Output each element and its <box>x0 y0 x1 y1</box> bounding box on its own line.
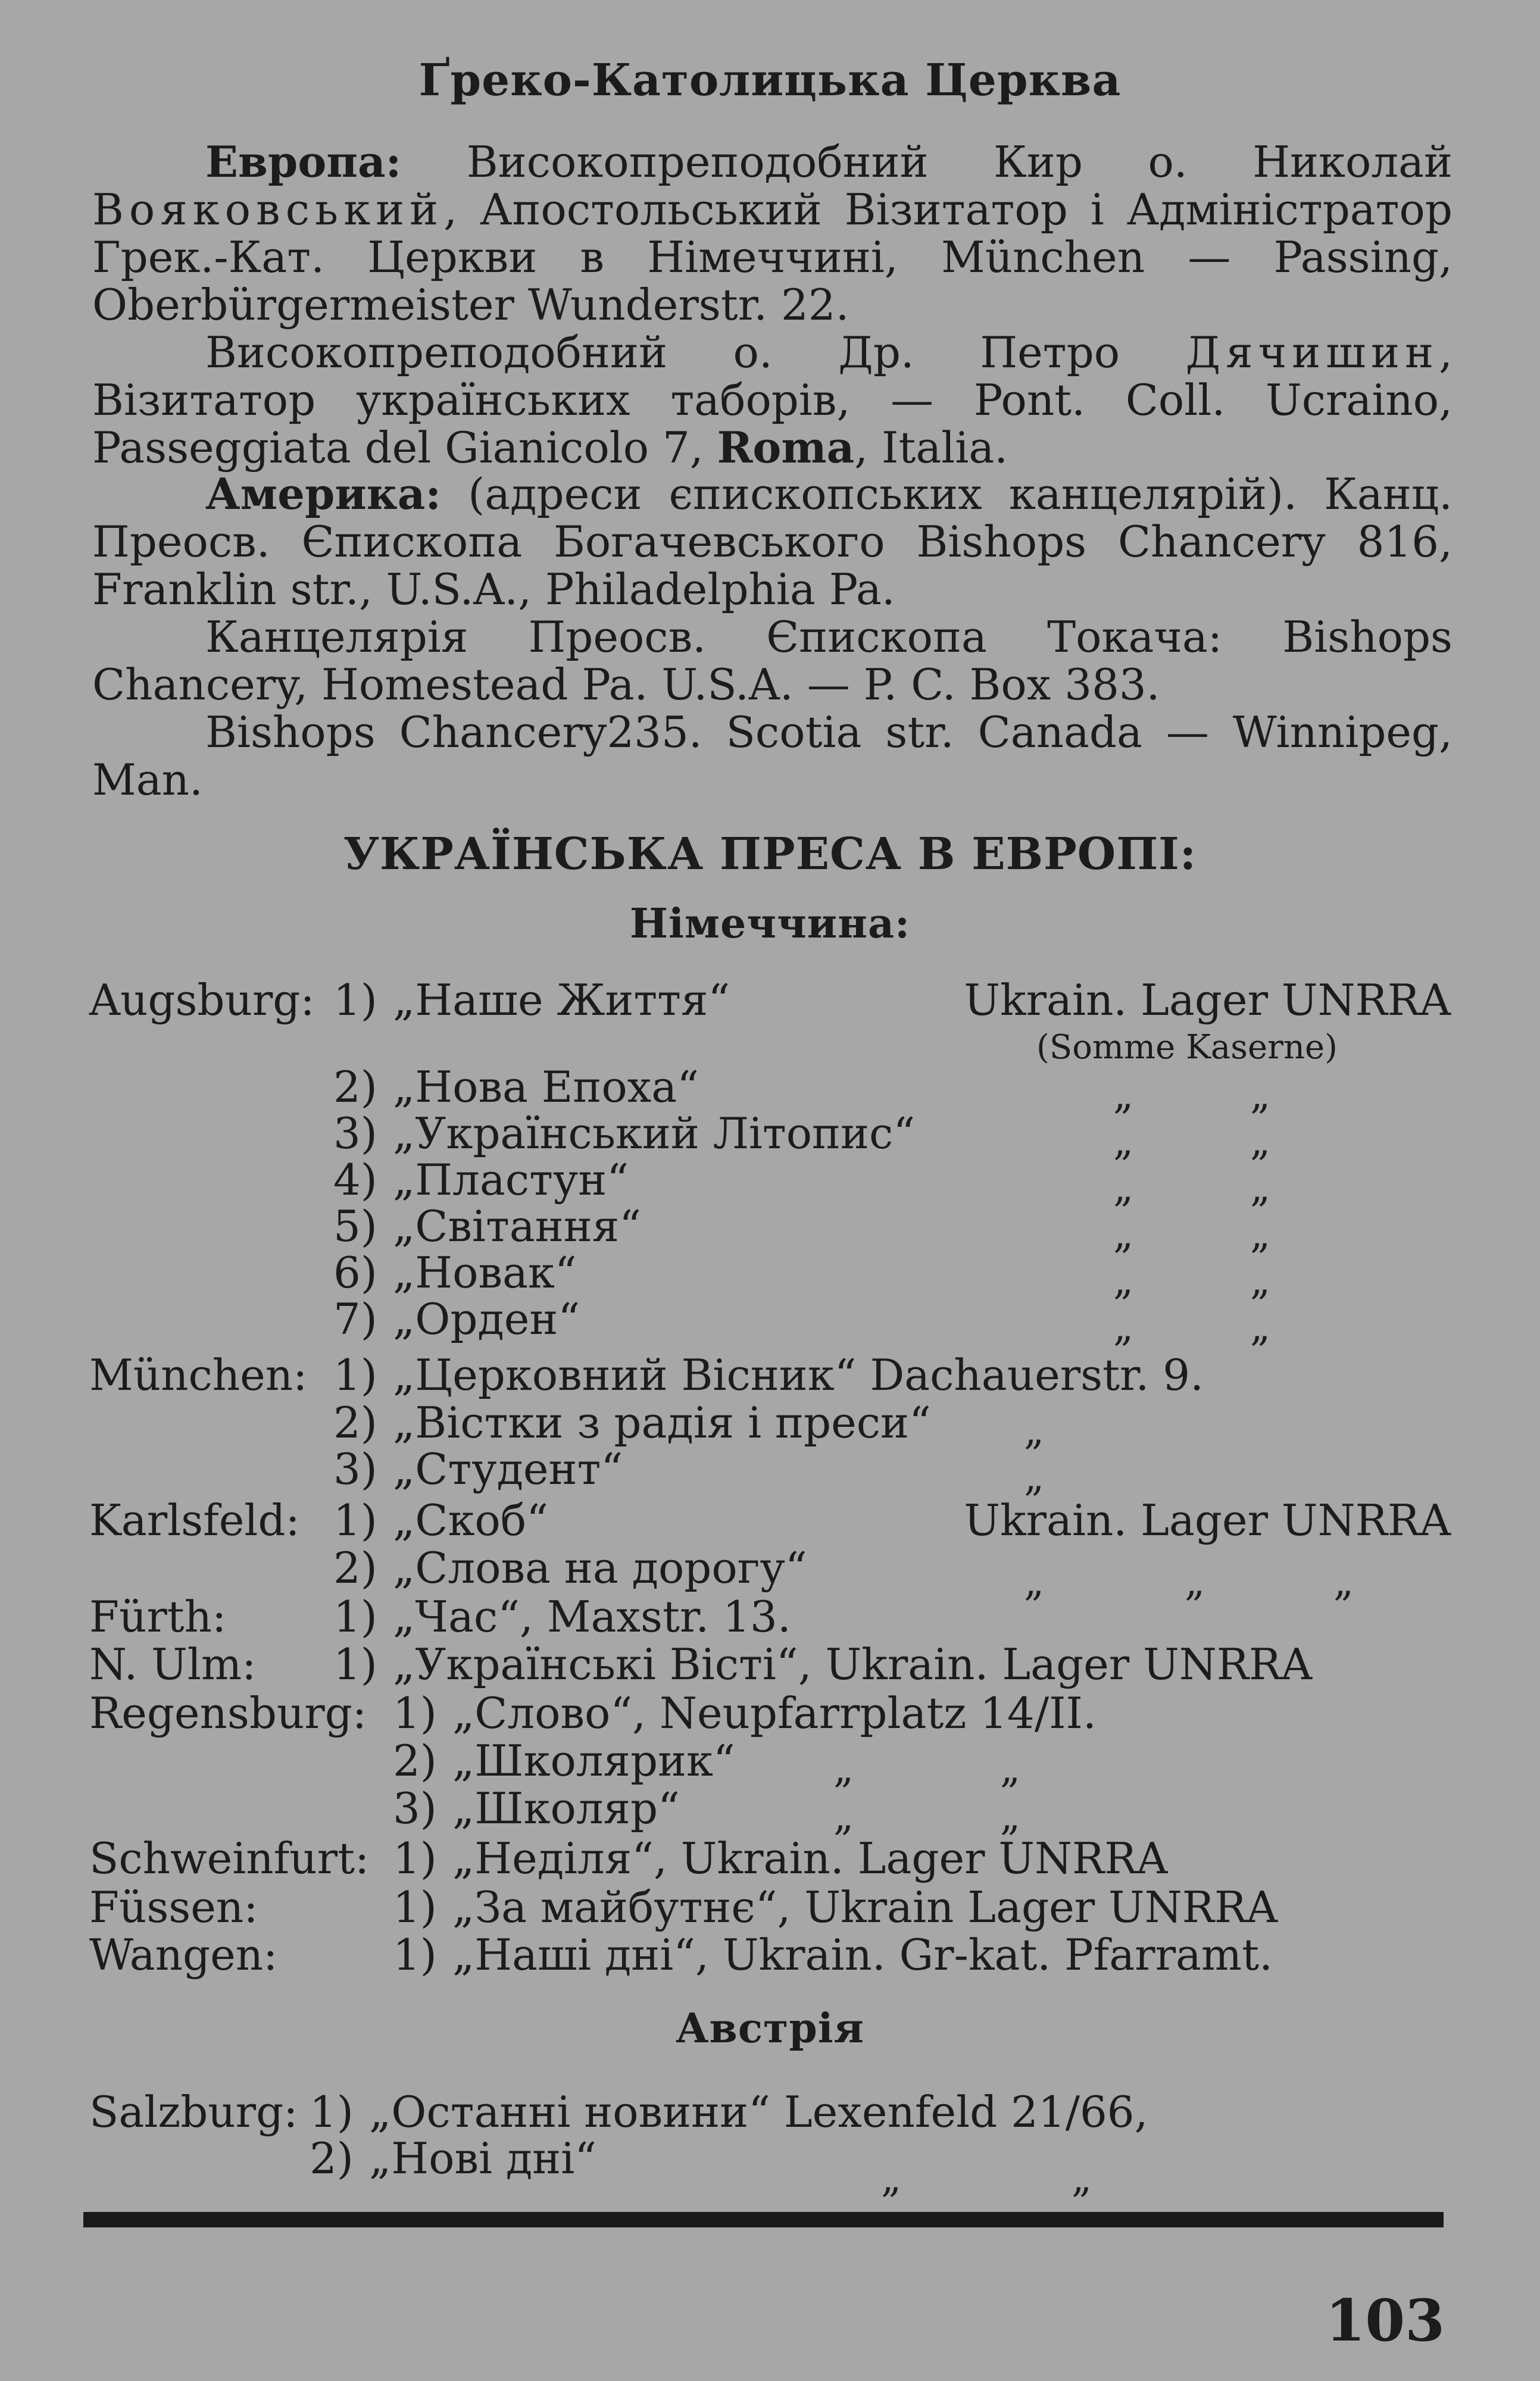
ditto-mark: „ <box>1333 1559 1354 1605</box>
augsburg-address-note: (Somme Kaserne) <box>1036 1028 1338 1067</box>
ditto-mark: „ <box>833 1793 854 1839</box>
ditto-mark: „ <box>1113 1258 1134 1304</box>
ditto-mark: „ <box>1250 1072 1271 1118</box>
newspaper-name: „Нові дні“ <box>369 2133 597 2183</box>
newspaper-name: „Світання“ <box>393 1201 641 1251</box>
europe-label: Европа: <box>205 136 402 187</box>
ditto-mark: „ <box>833 1746 854 1792</box>
newspaper-name: „Неділя“, Ukrain. Lager UNRRA <box>452 1833 1168 1883</box>
newspaper-name: „Пластун“ <box>393 1155 629 1205</box>
augsburg-address: Ukrain. Lager UNRRA <box>964 975 1451 1025</box>
city-regensburg: Regensburg: <box>89 1688 367 1738</box>
ditto-mark: „ <box>1024 1408 1045 1454</box>
newspaper-name: „Нова Епоха“ <box>393 1062 699 1112</box>
item-number: 3) <box>333 1108 377 1158</box>
america-label: Америка: <box>205 468 441 519</box>
item-number: 1) <box>333 1592 377 1642</box>
horizontal-rule <box>83 2212 1444 2227</box>
item-number: 2) <box>333 1062 377 1112</box>
ditto-mark: „ <box>1024 1454 1045 1500</box>
newspaper-name: „Школярик“ <box>452 1736 735 1786</box>
item-number: 1) <box>393 1688 437 1738</box>
ditto-mark: „ <box>1113 1304 1134 1350</box>
item-number: 1) <box>333 975 377 1025</box>
america-paragraph-1: Америка: (адреси єпископських канцелярій). Канц. Преосв. Єпископа Богачевського Bishops Chancery 816, Franklin str., U.S.A., Philadelphia Pa. <box>92 468 1452 614</box>
america-paragraph-3: Bishops Chancery235. Scotia str. Canada — Winnipeg, Man. <box>92 707 1452 805</box>
ditto-mark: „ <box>881 2155 902 2201</box>
newspaper-name: „Останні новини“ Lexenfeld 21/66, <box>369 2087 1148 2137</box>
item-number: 3) <box>333 1444 377 1494</box>
city-augsburg: Augsburg: <box>89 975 315 1025</box>
newspaper-name: „Скоб“ <box>393 1495 548 1545</box>
newspaper-name: „Орден“ <box>393 1294 580 1344</box>
church-section-title: Ґреко-Католицька Церква <box>418 55 1122 106</box>
newspaper-name: „Український Літопис“ <box>393 1108 916 1158</box>
newspaper-name: „Наше Життя“ <box>393 975 730 1025</box>
newspaper-name: „Українські Вісті“, Ukrain. Lager UNRRA <box>393 1639 1313 1689</box>
ditto-mark: „ <box>1250 1211 1271 1257</box>
page-number: 103 <box>1325 2287 1445 2354</box>
europe-paragraph-1: Европа: Високопреподобний Кир о. Николай Вояковський, Апостольський Візитатор і Адміністратор Грек.-Кат. Церкви в Німеччині, München — Passing, Oberbürgermeister Wunderstr. 22. <box>92 136 1452 330</box>
item-number: 1) <box>333 1639 377 1689</box>
karlsfeld-address: Ukrain. Lager UNRRA <box>964 1495 1451 1545</box>
ditto-mark: „ <box>1113 1118 1134 1164</box>
america-paragraph-2: Канцелярія Преосв. Єпископа Токача: Bishops Chancery, Homestead Pa. U.S.A. — P. C. Box 383. <box>92 612 1452 710</box>
item-number: 5) <box>333 1201 377 1251</box>
newspaper-name: „За майбутнє“, Ukrain Lager UNRRA <box>452 1882 1278 1932</box>
ditto-mark: „ <box>1250 1165 1271 1211</box>
city-munchen: München: <box>89 1350 308 1400</box>
item-number: 4) <box>333 1155 377 1205</box>
item-number: 2) <box>393 1736 437 1786</box>
item-number: 1) <box>393 1930 437 1980</box>
newspaper-name: „Наші дні“, Ukrain. Gr-kat. Pfarramt. <box>452 1930 1273 1980</box>
ditto-mark: „ <box>1113 1072 1134 1118</box>
item-number: 1) <box>333 1350 377 1400</box>
item-number: 2) <box>333 1543 377 1593</box>
item-number: 3) <box>393 1783 437 1833</box>
ditto-mark: „ <box>1250 1258 1271 1304</box>
newspaper-name: „Новак“ <box>393 1248 577 1298</box>
item-number: 2) <box>310 2133 354 2183</box>
ditto-mark: „ <box>1000 1793 1021 1839</box>
city-n-ulm: N. Ulm: <box>89 1639 257 1689</box>
ditto-mark: „ <box>1024 1559 1045 1605</box>
ditto-mark: „ <box>1072 2155 1092 2201</box>
item-number: 6) <box>333 1248 377 1298</box>
newspaper-name: „Школяр“ <box>452 1783 680 1833</box>
ditto-mark: „ <box>1185 1559 1205 1605</box>
ditto-mark: „ <box>1000 1746 1021 1792</box>
germany-subtitle: Німеччина: <box>629 900 911 948</box>
newspaper-name: „Слова на дорогу“ <box>393 1543 807 1593</box>
newspaper-name: „Вістки з радія і преси“ <box>393 1398 931 1448</box>
item-number: 1) <box>310 2087 354 2137</box>
city-wangen: Wangen: <box>89 1930 278 1980</box>
europe-paragraph-2: Високопреподобний о. Др. Петро Дячишин, Візитатор українських таборів, — Pont. Coll. Ucraino, Passeggiata del Gianicolo 7, Roma, Italia. <box>92 327 1452 473</box>
item-number: 1) <box>393 1882 437 1932</box>
ditto-mark: „ <box>1250 1304 1271 1350</box>
city-schweinfurt: Schweinfurt: <box>89 1833 370 1883</box>
item-number: 1) <box>333 1495 377 1545</box>
city-furth: Fürth: <box>89 1592 227 1642</box>
newspaper-name: „Час“, Maxstr. 13. <box>393 1592 791 1642</box>
city-karlsfeld: Karlsfeld: <box>89 1495 300 1545</box>
item-number: 2) <box>333 1398 377 1448</box>
austria-subtitle: Австрія <box>676 2005 864 2052</box>
item-number: 1) <box>393 1833 437 1883</box>
city-fussen: Füssen: <box>89 1882 258 1932</box>
newspaper-name: „Студент“ <box>393 1444 623 1494</box>
item-number: 7) <box>333 1294 377 1344</box>
ditto-mark: „ <box>1113 1165 1134 1211</box>
ditto-mark: „ <box>1113 1211 1134 1257</box>
newspaper-name: „Церковний Вісник“ Dachauerstr. 9. <box>393 1350 1204 1400</box>
city-salzburg: Salzburg: <box>89 2087 298 2137</box>
newspaper-name: „Слово“, Neupfarrplatz 14/II. <box>452 1688 1097 1738</box>
press-section-title: УКРАЇНСЬКА ПРЕСА В ЕВРОПІ: <box>343 829 1197 880</box>
ditto-mark: „ <box>1250 1118 1271 1164</box>
